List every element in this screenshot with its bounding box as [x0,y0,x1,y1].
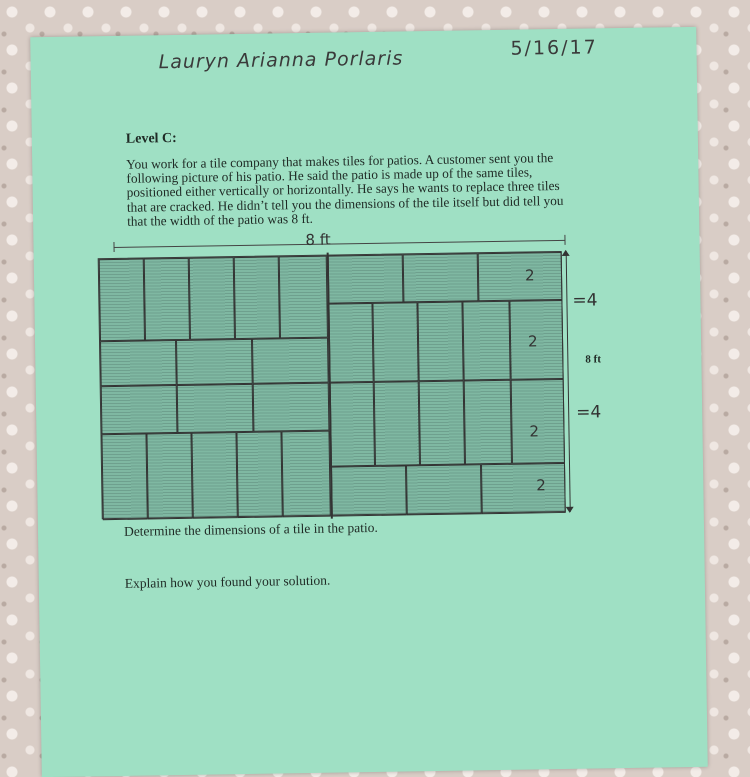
tile [281,431,330,518]
tile [406,464,482,515]
tile [279,256,328,339]
tile [372,302,418,382]
tile [252,338,329,384]
tile [176,339,253,385]
tile [330,382,375,467]
tile [191,432,237,519]
tile [464,380,512,465]
row-annotation: 2 [524,266,535,285]
tile [462,301,510,381]
patio-diagram [98,251,566,519]
row-annotation: 2 [527,332,538,351]
tile [146,433,192,520]
tile [189,257,235,340]
tile [374,381,420,466]
height-measure-line [566,251,571,512]
width-annotation: 8 ft [305,230,331,249]
student-date: 5/16/17 [510,36,598,60]
row-annotation: 2 [536,476,547,495]
tile [419,381,465,466]
tile [101,433,147,520]
tile [234,256,280,339]
tile [236,431,282,518]
tile [177,384,254,433]
tile [328,254,404,303]
tile [403,253,479,302]
question-dimensions: Determine the dimensions of a tile in the patio. [123,519,378,539]
row-annotation: 2 [529,422,540,441]
tile [331,465,407,516]
width-measure-line [114,240,566,248]
tile [417,302,463,382]
level-heading: Level C: [125,130,177,147]
tile [478,252,563,301]
worksheet-paper [30,27,708,777]
tile [99,259,145,342]
tile [253,383,330,432]
question-explain: Explain how you found your solution. [124,572,331,591]
tile [144,258,190,341]
side-annotation: =4 [576,402,602,423]
tile [100,340,177,386]
problem-text: You work for a tile company that makes tiles for patios. A customer sent you the following picture of his patio. He said the patio is made up of the same tiles, positioned either vertically or horizontally. He says he wants to replace three tiles that are cracked. He didn’t tell you the dimensions of the tile itself but did tell you that the width of the patio was 8 ft. [126,150,564,229]
tile [101,385,178,434]
height-label: 8 ft [585,353,602,366]
side-annotation: =4 [572,290,598,311]
tile [328,303,373,383]
tile [481,463,566,514]
student-name: Lauryn Arianna Porlaris [158,47,404,74]
